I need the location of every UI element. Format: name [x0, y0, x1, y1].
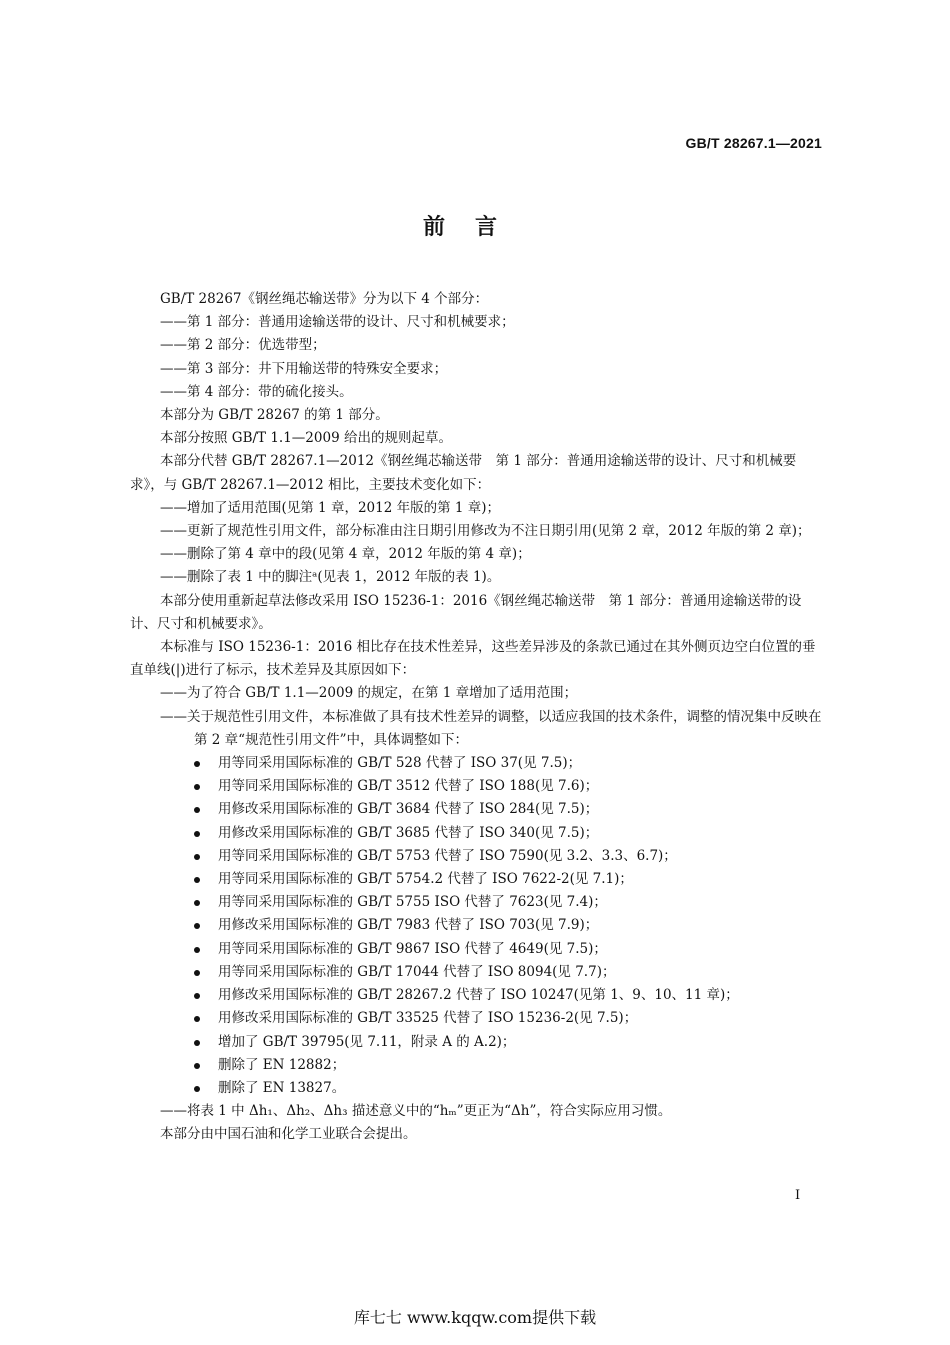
foreword-body — [130, 288, 824, 1147]
bullet-icon — [194, 831, 200, 837]
list-item: 用修改采用国际标准的 GB/T 7983 代替了 ISO 703(见 7.9)； — [130, 914, 824, 937]
bullet-icon — [194, 807, 200, 813]
bullet-icon — [194, 877, 200, 883]
paragraph: 本部分代替 GB/T 28267.1—2012《钢丝绳芯输送带 第 1 部分：普通用途输送带的设计、尺寸和机械要求》，与 GB/T 28267.1—2012 相比，主要技术变化如下： — [130, 453, 797, 493]
paragraph: GB/T 28267《钢丝绳芯输送带》分为以下 4 个部分： — [160, 291, 489, 307]
list-item: 用修改采用国际标准的 GB/T 3684 代替了 ISO 284(见 7.5)； — [130, 798, 824, 821]
difference-item: ——将表 1 中 Δh₁、Δh₂、Δh₃ 描述意义中的“hₘ”更正为“Δh”，符合实际应用习惯。 — [160, 1103, 672, 1120]
list-item: 用修改采用国际标准的 GB/T 28267.2 代替了 ISO 10247(见第 1、9、10、11 章)； — [130, 984, 824, 1007]
bullet-icon — [194, 1040, 200, 1046]
bullet-icon — [194, 1063, 200, 1069]
change-item: ——增加了适用范围(见第 1 章，2012 年版的第 1 章)； — [160, 499, 501, 516]
list-item: 用等同采用国际标准的 GB/T 9867 ISO 代替了 4649(见 7.5)； — [130, 938, 824, 961]
bullet-icon — [194, 784, 200, 790]
part-item: ——第 3 部分：井下用输送带的特殊安全要求； — [160, 360, 448, 377]
part-item: ——第 2 部分：优选带型； — [160, 337, 326, 354]
list-item: 用等同采用国际标准的 GB/T 3512 代替了 ISO 188(见 7.6)； — [130, 775, 824, 798]
bullet-icon — [194, 923, 200, 929]
list-item: 用修改采用国际标准的 GB/T 33525 代替了 ISO 15236-2(见 7.5)； — [130, 1007, 824, 1030]
difference-item: ——为了符合 GB/T 1.1—2009 的规定，在第 1 章增加了适用范围； — [160, 685, 578, 702]
paragraph: 本标准与 ISO 15236-1：2016 相比存在技术性差异，这些差异涉及的条款已通过在其外侧页边空白位置的垂直单线(|)进行了标示，技术差异及其原因如下： — [130, 639, 816, 679]
list-item: 用等同采用国际标准的 GB/T 5753 代替了 ISO 7590(见 3.2、3.3、6.7)； — [130, 845, 824, 868]
list-item: 增加了 GB/T 39795(见 7.11，附录 A 的 A.2)； — [130, 1031, 824, 1054]
part-item: ——第 1 部分：普通用途输送带的设计、尺寸和机械要求； — [160, 314, 515, 331]
download-footer: 库七七 www.kqqw.com提供下载 — [353, 1308, 597, 1327]
paragraph: 本部分使用重新起草法修改采用 ISO 15236-1：2016《钢丝绳芯输送带 第 1 部分：普通用途输送带的设计、尺寸和机械要求》。 — [130, 592, 802, 632]
difference-item: ——关于规范性引用文件，本标准做了具有技术性差异的调整，以适应我国的技术条件，调整的情况集中反映在第 2 章“规范性引用文件”中，具体调整如下： — [160, 708, 822, 748]
change-item: ——删除了第 4 章中的段(见第 4 章，2012 年版的第 4 章)； — [160, 546, 531, 563]
list-item: 用等同采用国际标准的 GB/T 5755 ISO 代替了 7623(见 7.4)； — [130, 891, 824, 914]
list-item: 删除了 EN 13827。 — [130, 1077, 824, 1100]
paragraph: 本部分为 GB/T 28267 的第 1 部分。 — [160, 407, 389, 424]
page-title: 前言 — [422, 215, 527, 240]
adjustment-list — [130, 752, 824, 1100]
list-item: 用等同采用国际标准的 GB/T 5754.2 代替了 ISO 7622-2(见 7.1)； — [130, 868, 824, 891]
list-item: 删除了 EN 12882； — [130, 1054, 824, 1077]
bullet-icon — [194, 1016, 200, 1022]
change-item: ——更新了规范性引用文件，部分标准由注日期引用修改为不注日期引用(见第 2 章，2012 年版的第 2 章)； — [160, 523, 811, 540]
list-item: 用等同采用国际标准的 GB/T 528 代替了 ISO 37(见 7.5)； — [130, 752, 824, 775]
standard-code: GB/T 28267.1—2021 — [685, 135, 822, 151]
paragraph: 本部分由中国石油和化学工业联合会提出。 — [160, 1126, 417, 1143]
list-item: 用修改采用国际标准的 GB/T 3685 代替了 ISO 340(见 7.5)； — [130, 822, 824, 845]
part-item: ——第 4 部分：带的硫化接头。 — [160, 383, 353, 400]
bullet-icon — [194, 993, 200, 999]
bullet-icon — [194, 854, 200, 860]
bullet-icon — [194, 761, 200, 767]
paragraph: 本部分按照 GB/T 1.1—2009 给出的规则起草。 — [160, 430, 452, 447]
change-item: ——删除了表 1 中的脚注ᵃ(见表 1，2012 年版的表 1)。 — [160, 569, 501, 586]
bullet-icon — [194, 1086, 200, 1092]
bullet-icon — [194, 900, 200, 906]
list-item: 用等同采用国际标准的 GB/T 17044 代替了 ISO 8094(见 7.7)； — [130, 961, 824, 984]
bullet-icon — [194, 947, 200, 953]
bullet-icon — [194, 970, 200, 976]
page-number: I — [795, 1188, 801, 1203]
